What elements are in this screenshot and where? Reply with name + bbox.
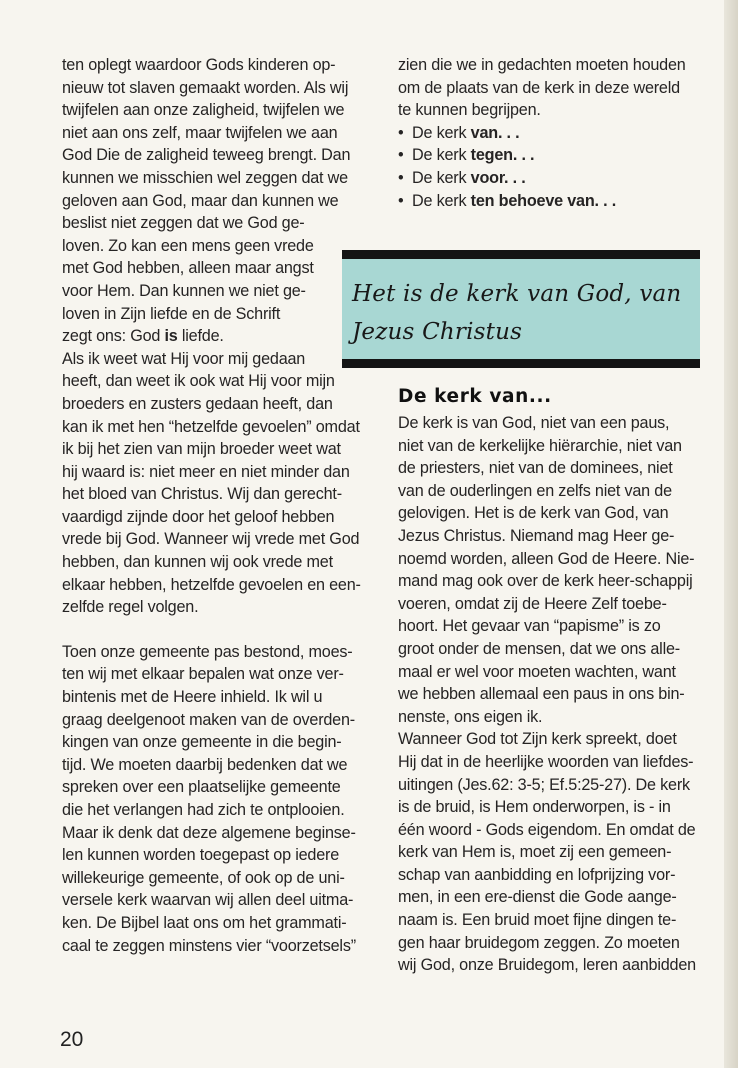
- text-fragment: De kerk: [412, 168, 471, 187]
- text-line: zelfde regel volgen.: [62, 598, 199, 617]
- text-line: twijfelen aan onze zaligheid, twijfelen we: [62, 101, 345, 120]
- text-line: het bloed van Christus. Wij dan gerecht-: [62, 485, 342, 504]
- pull-quote-line: Jezus Christus: [352, 319, 523, 345]
- list-item: [398, 144, 698, 167]
- text-fragment: De kerk: [412, 191, 471, 210]
- pull-quote-line: Het is de kerk van God, van: [352, 281, 682, 307]
- list-item-keyword: tegen. . .: [470, 146, 535, 165]
- text-line: kerk van Hem is, moet zij een gemeen-: [398, 843, 672, 862]
- text-line: De kerk is van God, niet van een paus,: [398, 414, 670, 432]
- emphasis-is: is: [164, 327, 178, 346]
- text-line: hij waard is: niet meer en niet minder dan: [62, 462, 350, 481]
- text-line: om de plaats van de kerk in deze wereld: [398, 78, 680, 97]
- intro-paragraph: [398, 54, 698, 122]
- page-edge: [724, 0, 738, 1068]
- text-line: tijd. We moeten daarbij bedenken dat we: [62, 755, 348, 774]
- text-line: willekeurige gemeente, of ook op de uni-: [62, 868, 345, 887]
- list-item-keyword: van. . .: [470, 123, 520, 142]
- text-line: die het verlangen had zich te ontplooien.: [62, 801, 345, 819]
- text-line: Maar ik denk dat deze algemene beginse-: [62, 823, 356, 842]
- section-heading: De kerk van...: [398, 386, 552, 407]
- paragraph-3: [62, 641, 374, 957]
- text-line: van de ouderlingen en zelfs niet van de: [398, 481, 672, 500]
- text-line: gen haar bruidegom zeggen. Zo moeten: [398, 933, 680, 952]
- text-line: voor Hem. Dan kunnen we niet ge-: [62, 281, 306, 300]
- text-line: is de bruid, is Hem onderworpen, is - in: [398, 798, 671, 817]
- text-fragment: liefde.: [177, 327, 224, 346]
- text-line: God Die de zaligheid teweeg brengt. Dan: [62, 146, 351, 165]
- paragraph-gap: [62, 619, 374, 641]
- paragraph-1: [62, 54, 374, 348]
- text-line: Toen onze gemeente pas bestond, moes-: [62, 642, 353, 661]
- list-item-keyword: ten behoeve van. . .: [470, 191, 617, 210]
- text-line: één woord - Gods eigendom. En omdat de: [398, 820, 696, 839]
- text-line: heeft, dan weet ik ook wat Hij voor mijn: [62, 372, 335, 391]
- paragraph-2: [62, 348, 374, 619]
- text-line: graag deelgenoot maken van de overden-: [62, 710, 355, 729]
- list-item-keyword: voor. . .: [470, 168, 526, 187]
- text-line: versele kerk waarvan wij allen deel uitma-: [62, 891, 354, 910]
- section-paragraph: [398, 412, 698, 977]
- text-line: Hij dat in de heerlijke woorden van liefdes-: [398, 752, 694, 771]
- text-line: bintenis met de Heere inhield. Ik wil u: [62, 688, 323, 707]
- page-number: 20: [60, 1028, 84, 1051]
- text-line: niet van de kerkelijke hiërarchie, niet van: [398, 436, 682, 455]
- text-line: beslist niet zeggen dat we God ge-: [62, 214, 305, 233]
- text-line: we hebben allemaal een paus in ons bin-: [398, 685, 685, 704]
- text-line: niet aan ons zelf, maar twijfelen we aan: [62, 123, 338, 142]
- text-line: maal er wel voor moeten wachten, want: [398, 662, 676, 681]
- bullet-icon: •: [398, 168, 404, 187]
- text-line: uitingen (Jes.62: 3-5; Ef.5:25-27). De kerk: [398, 775, 690, 794]
- list-item: [398, 167, 698, 190]
- text-line: ten wij met elkaar bepalen wat onze ver-: [62, 665, 344, 684]
- text-line: ken. De Bijbel laat ons om het grammati-: [62, 913, 347, 932]
- text-line: elkaar hebben, hetzelfde gevoelen en een-: [62, 575, 361, 594]
- text-line: caal te zeggen minstens vier “voorzetsels”: [62, 936, 356, 955]
- text-line: len kunnen worden toegepast op iedere: [62, 846, 339, 865]
- text-line: Wanneer God tot Zijn kerk spreekt, doet: [398, 730, 677, 749]
- text-line: hebben, dan kunnen wij ook vrede met: [62, 553, 333, 572]
- text-line: zien die we in gedachten moeten houden: [398, 56, 686, 74]
- pull-quote: [342, 250, 700, 368]
- text-line: gelovigen. Het is de kerk van God, van: [398, 504, 669, 523]
- right-column-body: [398, 412, 698, 977]
- text-line: men, in een ere-dienst die Gode aange-: [398, 888, 677, 907]
- text-line: de priesters, niet van de dominees, niet: [398, 459, 673, 478]
- text-line: te kunnen begrijpen.: [398, 101, 541, 120]
- text-fragment: De kerk: [412, 146, 471, 165]
- text-line: vaardigd zijnde door het geloof hebben: [62, 507, 335, 526]
- text-line: Als ik weet wat Hij voor mij gedaan: [62, 349, 306, 368]
- bullet-icon: •: [398, 146, 404, 165]
- text-line: loven in Zijn liefde en de Schrift: [62, 304, 281, 323]
- text-line: nenste, ons eigen ik.: [398, 707, 543, 726]
- list-item: [398, 122, 698, 145]
- text-line: mand mag ook over de kerk heer-schappij: [398, 572, 693, 591]
- text-line: kunnen we misschien wel zeggen dat we: [62, 168, 348, 187]
- text-line: [62, 325, 374, 348]
- text-line: loven. Zo kan een mens geen vrede: [62, 236, 314, 255]
- list-item: [398, 190, 698, 213]
- text-line: groot onder de mensen, dat we ons alle-: [398, 639, 680, 658]
- bullet-icon: •: [398, 191, 404, 210]
- text-line: nieuw tot slaven gemaakt worden. Als wij: [62, 78, 349, 97]
- left-column: [62, 54, 374, 957]
- text-line: broeders en zusters gedaan heeft, dan: [62, 394, 333, 413]
- text-fragment: De kerk: [412, 123, 471, 142]
- text-line: vrede bij God. Wanneer wij vrede met God: [62, 530, 360, 549]
- text-line: noemd worden, alleen God de Heere. Nie-: [398, 549, 695, 568]
- text-line: wij God, onze Bruidegom, leren aanbidden: [398, 956, 696, 975]
- right-column-intro: [398, 54, 698, 212]
- text-line: ten oplegt waardoor Gods kinderen op-: [62, 56, 336, 74]
- text-line: met God hebben, alleen maar angst: [62, 259, 314, 278]
- text-line: Jezus Christus. Niemand mag Heer ge-: [398, 526, 675, 545]
- text-line: geloven aan God, maar dan kunnen we: [62, 191, 339, 210]
- text-fragment: zegt ons: God: [62, 327, 165, 346]
- text-line: naam is. Een bruid moet fijne dingen te-: [398, 911, 677, 930]
- text-line: kan ik met hen “hetzelfde gevoelen” omdat: [62, 417, 360, 436]
- text-line: kingen van onze gemeente in die begin-: [62, 733, 342, 752]
- text-line: hoort. Het gevaar van “papisme” is zo: [398, 617, 661, 636]
- text-line: ik bij het zien van mijn broeder weet wat: [62, 440, 341, 459]
- text-line: voeren, omdat zij de Heere Zelf toebe-: [398, 594, 667, 613]
- bullet-icon: •: [398, 123, 404, 142]
- preposition-list: [398, 122, 698, 212]
- text-line: spreken over een plaatselijke gemeente: [62, 778, 341, 797]
- text-line: schap van aanbidding en lofprijzing vor-: [398, 865, 676, 884]
